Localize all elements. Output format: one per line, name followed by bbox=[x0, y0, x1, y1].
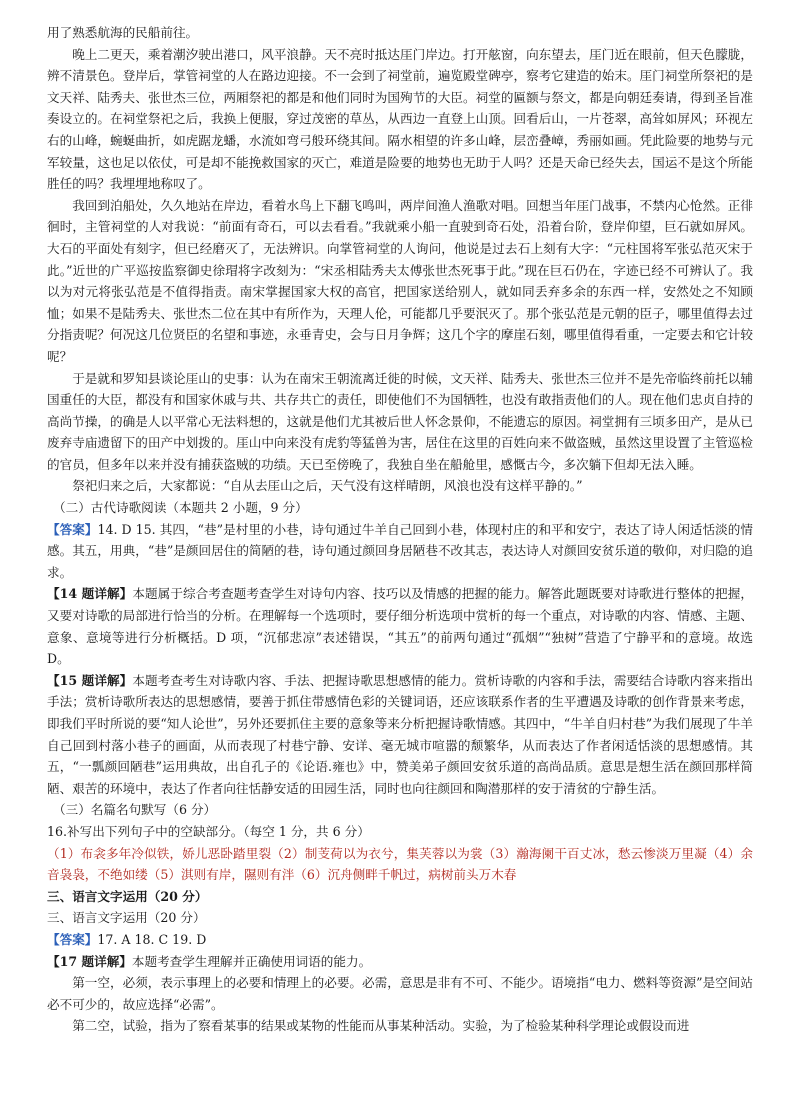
answer-text: 14. D 15. 其四，“巷”是村里的小巷，诗句通过牛羊自己回到小巷，体现村庄的和平和安宁，表达了诗人闲适恬淡的情感。其五，用典，“巷”是颜回居住的简陋的巷，诗句通过颜回身居陋巷不改其志，表达诗人对颜回安贫乐道的敬仰，对归隐的追求。 bbox=[47, 521, 753, 580]
answer-text: 17. A 18. C 19. D bbox=[97, 931, 207, 947]
paragraph: 用了熟悉航海的民船前往。 bbox=[47, 25, 199, 40]
document-page bbox=[47, 22, 753, 1037]
explanation-label: 【17 题详解】 bbox=[47, 953, 132, 969]
explanation-label: 【15 题详解】 bbox=[47, 672, 133, 688]
explanation-15 bbox=[47, 670, 753, 800]
explanation-14 bbox=[47, 583, 753, 669]
explanation-label: 【14 题详解】 bbox=[47, 586, 133, 602]
answer-label: 【答案】 bbox=[47, 931, 98, 947]
explanation-text: 本题考查考生对诗歌内容、手法、把握诗歌思想感情的能力。赏析诗歌的内容和手法，需要结合诗歌内容来指出手法；赏析诗歌所表达的思想感情，要善于抓住带感情色彩的关键词语，还应该联系作者的生平遭遇及诗歌的创作背景来考虑，即我们平时所说的要“知人论世”，另外还要抓住主要的意象等来分析把握诗歌情感。其四中，“牛羊自归村巷”为我们展现了牛羊自己回到村落小巷子的画面，从而表现了村巷宁静、安详、毫无城市喧嚣的颓繁华，从而表达了作者闲适恬淡的思想感情。其五，“一瓢颜回陋巷”运用典故，出自孔子的《论语.雍也》中，赞美弟子颜回安贫乐道的高尚品质。意思是想生活在颜回那样简陋、艰苦的环境中，表达了作者向往恬静安适的田园生活，同时也向往颜回和陶潜那样的安于清贫的宁静生活。 bbox=[47, 672, 753, 796]
answer-block-14-15 bbox=[47, 519, 753, 584]
paragraph: 第二空，试验，指为了察看某事的结果或某物的性能而从事某种活动。实验，为了检验某种科学理论或假设而进 bbox=[72, 1018, 690, 1034]
paragraph: 我回到泊船处，久久地站在岸边，看着水鸟上下翻飞鸣叫，两岸间渔人渔歌对唱。回想当年厓门战事，不禁内心怆然。正徘徊时，主管祠堂的人对我说：“前面有奇石，可以去看看。”我就乘小船一直驶到奇石处，沿着台阶，登岸仰望，巨石就如屏风。大石的平面处有刻字，但已经磨灭了，无法辨识。向掌管祠堂的人询问，他说是过去石上刻有大字：“元柱国将军张弘范灭宋于此。”近世的广平巡按监察御史徐瑁将字改刻为：“宋丞相陆秀夫太傅张世杰死事于此。”现在巨石仍在，字迹已经不可辨认了。我以为对元将张弘范是不值得指责。南宋掌握国家大权的高官，把国家送给别人，就如同丢弃多余的东西一样，安然处之不知顾恤；如果不是陆秀夫、张世杰二位在其中有所作为，天理人伦，可能都几乎要泯灭了。那个张弘范是元朝的臣子，哪里值得去过分指责呢？何况这几位贤臣的名望和事迹，永垂青史，会与日月争辉；这几个字的摩崖石刻，哪里值得看重，一定要去和它计较呢？ bbox=[47, 197, 753, 364]
paragraph: 于是就和罗知县谈论厓山的史事：认为在南宋王朝流离迁徙的时候，文天祥、陆秀夫、张世杰三位并不是先帝临终前托以辅国重任的大臣，都没有和国家休戚与共、共存共亡的责任，即使他们不为国牺牲，也没有敢指责他们的人。现在他们忠贞自持的高尚节操，的确是人以平常心无法料想的，这就是他们尤其被后世人怀念景仰，不能遗忘的原因。祠堂拥有三顷多田产，是从已废弃寺庙遗留下的田产中划拨的。厓山中向来没有虎豹等猛兽为害，居住在这里的百姓向来不做盗贼，虽然这里设置了主管巡检的官员，但多年以来并没有捕获盗贼的功绩。天已至傍晚了，我独自坐在船舱里，感慨古今，多次躺下但却无法入睡。 bbox=[47, 370, 753, 472]
section-heading-poetry: （二）古代诗歌阅读（本题共 2 小题，9 分） bbox=[53, 500, 308, 516]
answer-block-17-19 bbox=[47, 929, 753, 951]
explanation-text: 本题属于综合考查题考查学生对诗句内容、技巧以及情感的把握的能力。解答此题既要对诗歌进行整体的把握，又要对诗歌的局部进行恰当的分析。在理解每一个选项时，要仔细分析选项中赏析的每一个重点，对诗歌的内容、情感、主题、意象、意境等进行分析概括。D 项，“沉郁悲凉”表述错误，“其五”的前两句通过“孤烟”“独树”营造了宁静平和的意境。故选 D。 bbox=[47, 586, 753, 667]
answer-label: 【答案】 bbox=[47, 521, 98, 537]
question-16: 16.补写出下列句子中的空缺部分。（每空 1 分，共 6 分） bbox=[47, 823, 370, 839]
paragraph: 第一空，必须，表示事理上的必要和情理上的必要。必需，意思是非有不可、不能少。语境指“电力、燃料等资源”是空间站必不可少的，故应选择“必需”。 bbox=[47, 975, 753, 1012]
part-heading: 三、语言文字运用（20 分） bbox=[47, 910, 206, 926]
paragraph: 晚上二更天，乘着潮汐驶出港口，风平浪静。天不亮时抵达厓门岸边。打开舷窗，向东望去，厓门近在眼前，但天色朦胧，辨不清景色。登岸后，掌管祠堂的人在路边迎接。不一会到了祠堂前，遍览殿堂碑亭，察考它建造的始末。厓门祠堂所祭祀的是文天祥、陆秀夫、张世杰三位，两厢祭祀的都是和他们同时为国殉节的大臣。祠堂的匾额与祭文，都是向朝廷奏请，得到圣旨准奏设立的。在祠堂祭祀之后，我换上便服，穿过茂密的草丛，从西边一直登上山顶。回看后山，一片苍翠，高耸如屏风；环视左右的山峰，蜿蜒曲折，如虎踞龙蟠，水流如弯弓般环绕其间。隔水相望的许多山峰，层峦叠嶂，秀丽如画。凭此险要的地势与元军较量，这也足以依仗，可是却不能挽救国家的灭亡，难道是险要的地势也无助于人吗？还是天命已经失去，国运不是这个所能胜任的吗？我埋埋地称叹了。 bbox=[47, 46, 753, 192]
answer-16: （1）布衾多年冷似铁，娇儿恶卧踏里裂（2）制芰荷以为衣兮，集芙蓉以为裳（3）瀚海阑干百丈冰，愁云惨淡万里凝（4）余音袅袅，不绝如缕（5）淇则有岸，隰则有泮（6）沉舟侧畔千帆过，病树前头万木春 bbox=[47, 845, 753, 883]
paragraph: 祭祀归来之后，大家都说：“自从去厓山之后，天气没有这样晴朗，风浪也没有这样平静的。” bbox=[72, 478, 583, 494]
explanation-17 bbox=[47, 951, 753, 973]
part-heading-bold: 三、语言文字运用（20 分） bbox=[47, 888, 208, 904]
explanation-text: 本题考查学生理解并正确使用词语的能力。 bbox=[131, 953, 372, 969]
section-heading-recitation: （三）名篇名句默写（6 分） bbox=[53, 802, 217, 818]
